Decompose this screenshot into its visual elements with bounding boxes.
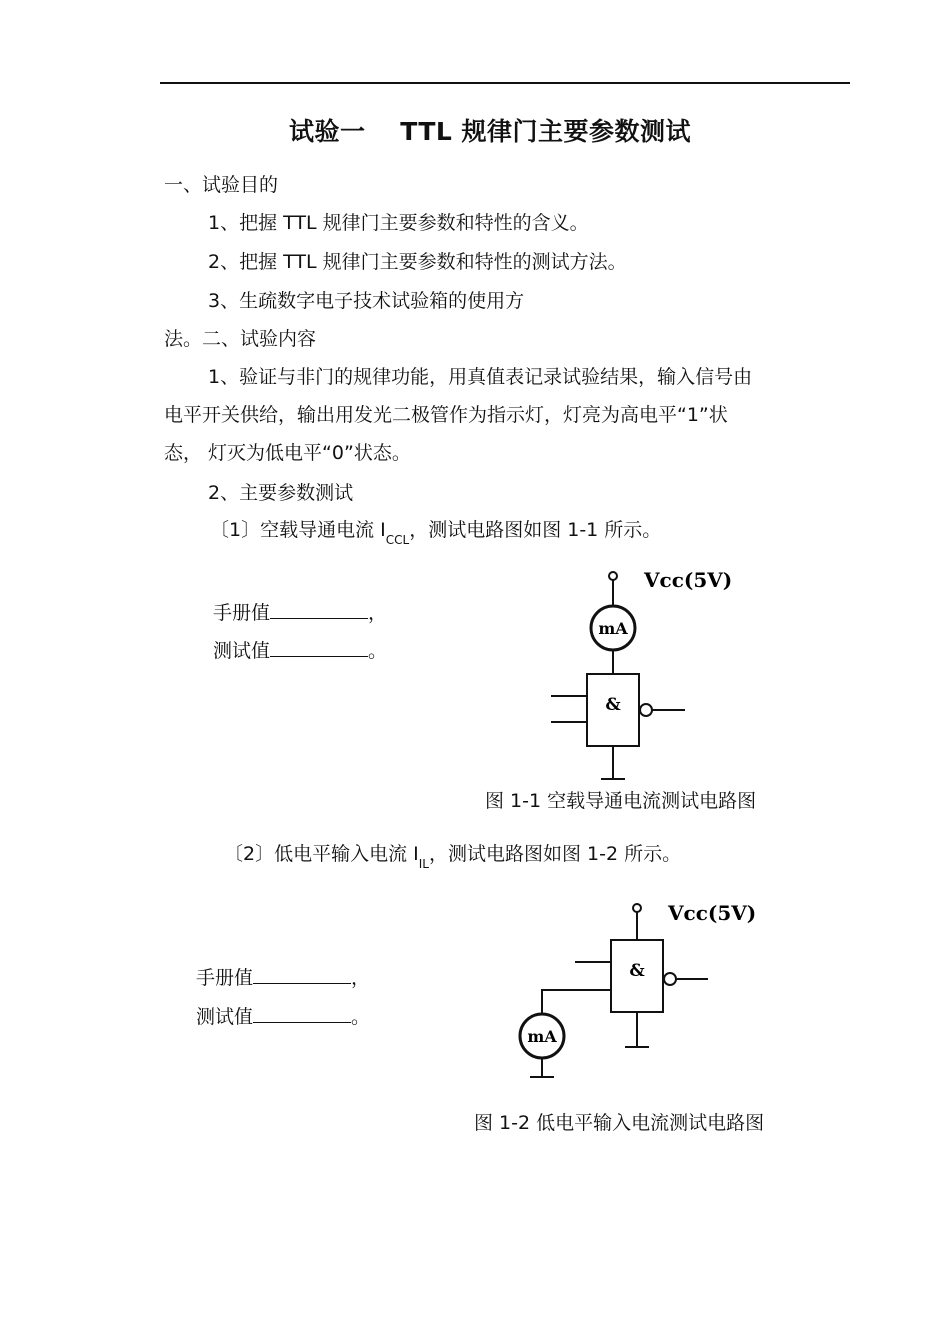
objective-item-2: 2、把握 TTL 规律门主要参数和特性的测试方法。: [208, 251, 627, 273]
period: 。: [368, 640, 388, 662]
figure-1-2-circuit: [510, 895, 770, 1085]
subitem-2-line: [224, 843, 682, 871]
objective-item-3: 3、生疏数字电子技术试验箱的使用方: [208, 290, 525, 312]
subscript-il: IL: [418, 857, 429, 871]
manual-value-label: 手册值: [196, 967, 254, 989]
manual-value-blank: [253, 967, 351, 984]
test-value-line-2: [196, 1006, 370, 1028]
vcc-label: Vcc(5V): [668, 901, 757, 925]
subitem-2-text: 〔2〕低电平输入电流 I: [224, 843, 419, 865]
vcc-terminal-icon: [609, 572, 617, 580]
subscript-ccl: CCL: [385, 533, 410, 547]
page-title: 试验一 TTL 规律门主要参数测试: [289, 117, 692, 146]
manual-value-blank: [270, 602, 368, 619]
figure-1-1-circuit: [540, 565, 760, 785]
gate-symbol: &: [629, 961, 645, 981]
inverter-bubble-icon: [640, 704, 652, 716]
subitem-1-post: ，测试电路图如图 1-1 所示。: [409, 519, 662, 541]
input-wire-b: [542, 990, 611, 1014]
gate-symbol: &: [605, 695, 621, 715]
vcc-terminal-icon: [633, 904, 641, 912]
inverter-bubble-icon: [664, 973, 676, 985]
section-objective-heading: 一、试验目的: [164, 174, 279, 196]
test-value-line-1: [213, 640, 387, 662]
content-paragraph-line-3: 态， 灯灭为低电平“0”状态。: [164, 442, 411, 464]
content-paragraph-line-1: 1、验证与非门的规律功能，用真值表记录试验结果，输入信号由: [208, 366, 753, 388]
test-value-label: 测试值: [213, 640, 271, 662]
period: 。: [351, 1006, 371, 1028]
figure-1-2-caption: 图 1-2 低电平输入电流测试电路图: [474, 1112, 765, 1134]
section-content-heading: 法。二、试验内容: [164, 328, 317, 350]
subitem-1-text: 〔1〕空载导通电流 I: [210, 519, 386, 541]
ammeter-label: mA: [598, 619, 628, 638]
objective-item-1: 1、把握 TTL 规律门主要参数和特性的含义。: [208, 212, 589, 234]
test-value-blank: [253, 1006, 351, 1023]
comma: ，: [351, 967, 371, 989]
subitem-1-line: [210, 519, 662, 547]
subitem-2-post: ，测试电路图如图 1-2 所示。: [428, 843, 682, 865]
test-value-blank: [270, 640, 368, 657]
manual-value-line-2: [196, 967, 370, 989]
vcc-label: Vcc(5V): [644, 568, 733, 592]
header-rule: [160, 82, 850, 84]
manual-value-line-1: [213, 602, 387, 624]
manual-value-label: 手册值: [213, 602, 271, 624]
comma: ，: [368, 602, 388, 624]
main-params-heading: 2、主要参数测试: [208, 482, 354, 504]
content-paragraph-line-2: 电平开关供给，输出用发光二极管作为指示灯，灯亮为高电平“1”状: [164, 404, 728, 426]
figure-1-1-caption: 图 1-1 空载导通电流测试电路图: [485, 790, 757, 812]
ammeter-label: mA: [527, 1027, 557, 1046]
test-value-label: 测试值: [196, 1006, 254, 1028]
